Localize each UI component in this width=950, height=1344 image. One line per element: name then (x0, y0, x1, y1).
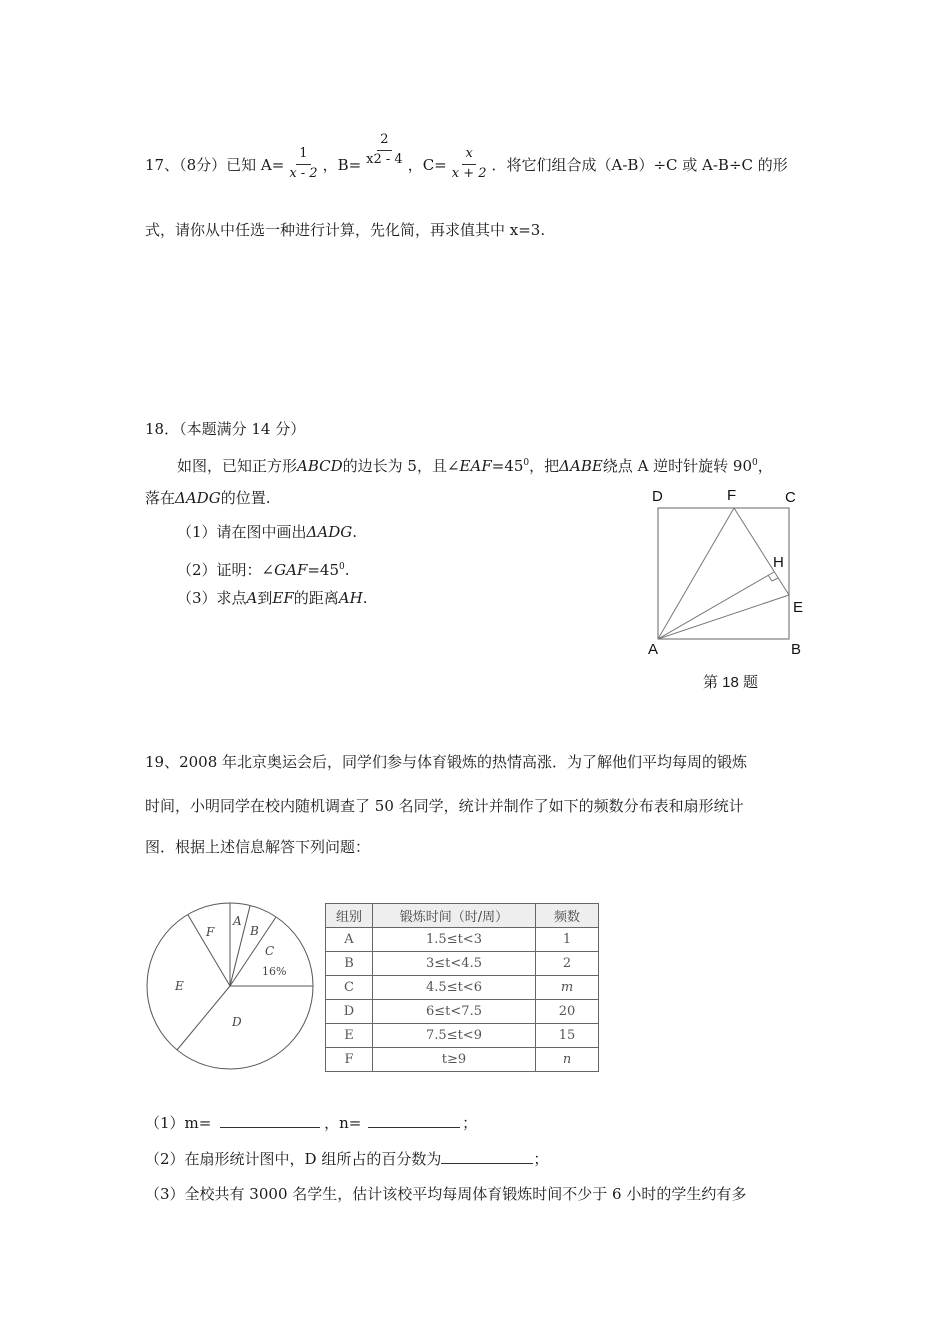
segment-fe (734, 508, 789, 595)
pie-label-e: E (175, 979, 184, 993)
table-row: A 1.5≤t<3 1 (326, 928, 599, 952)
fraction-c-numerator: x (462, 147, 475, 164)
fraction-a-denominator: x - 2 (289, 165, 318, 181)
table-row: E 7.5≤t<9 15 (326, 1024, 599, 1048)
fraction-b (363, 133, 406, 167)
q18-line2: 落在ΔADG的位置. (145, 489, 271, 507)
label-a: A (648, 641, 659, 658)
q18-intro: 如图，已知正方形ABCD的边长为 5，且$\angle EAF=45^0$，把ΔABE绕点 A 逆时针旋转 $90^0$， (177, 457, 773, 475)
fraction-a-numerator: 1 (296, 147, 310, 164)
q17-line2: 式，请你从中任选一种进行计算，先化简，再求值其中 x=3. (145, 221, 546, 239)
label-c: C (785, 489, 796, 506)
table-header-row (326, 904, 599, 928)
label-b: B (791, 641, 802, 658)
answer-blank-m[interactable] (220, 1113, 320, 1128)
q18-part2: （2）证明：$\angle GAF=45^0$. (177, 561, 350, 579)
label-d: D (652, 488, 663, 505)
answer-blank-n[interactable] (368, 1113, 460, 1128)
header-group: 组别 (326, 904, 373, 928)
label-e: E (793, 599, 804, 616)
q18-header: 18．（本题满分 14 分） (145, 420, 306, 438)
q19-line3: 图．根据上述信息解答下列问题： (145, 838, 371, 856)
table-row: D 6≤t<7.5 20 (326, 1000, 599, 1024)
fraction-b-numerator: 2 (377, 133, 391, 150)
figure-caption: 第 18 题 (703, 674, 759, 691)
q19-sub2: （2）在扇形统计图中，D 组所占的百分数为 ； (145, 1150, 549, 1168)
q17-line1 (145, 132, 788, 186)
answer-blank-d-percent[interactable] (441, 1149, 533, 1164)
square-abcd (658, 508, 789, 639)
pie-c-percent: 16% (262, 965, 287, 978)
q19-line1: 19、2008 年北京奥运会后，同学们参与体育锻炼的热情高涨．为了解他们平均每周的锻炼 (145, 753, 748, 771)
header-frequency: 频数 (536, 904, 599, 928)
table-row: C 4.5≤t<6 m (326, 976, 599, 1000)
fraction-c (449, 147, 490, 181)
q17-b-label: ，B= (322, 155, 362, 174)
frequency-table (325, 903, 599, 1072)
q19-line2: 时间，小明同学在校内随机调查了 50 名同学，统计并制作了如下的频数分布表和扇形统计 (145, 797, 744, 815)
table-row: B 3≤t<4.5 2 (326, 952, 599, 976)
pie-label-c: C (265, 944, 275, 958)
q17-suffix: ．将它们组合成（A-B）÷C 或 A-B÷C 的形 (491, 155, 788, 174)
q17-prefix: 17、（8分）已知 A= (145, 155, 285, 174)
q18-part1: （1）请在图中画出ΔADG. (177, 523, 358, 541)
pie-label-f: F (206, 925, 215, 939)
pie-label-b: B (250, 924, 259, 938)
pie-label-d: D (232, 1015, 242, 1029)
q19-sub1: （1）m= ，n= ； (145, 1114, 478, 1132)
label-h: H (773, 554, 784, 571)
fraction-a (286, 147, 320, 181)
q19-sub3: （3）全校共有 3000 名学生，估计该校平均每周体育锻炼时间不少于 6 小时的学生约有多 (145, 1185, 747, 1203)
q18-part3: （3）求点A到EF的距离AH. (177, 589, 368, 607)
pie-chart (140, 898, 316, 1074)
table-row: F t≥9 n (326, 1048, 599, 1072)
q17-c-label: ，C= (407, 155, 447, 174)
pie-label-a: A (233, 914, 242, 928)
fraction-b-denominator: x2 - 4 (366, 151, 403, 167)
square-figure (640, 480, 820, 670)
segment-af (658, 508, 734, 639)
header-time: 锻炼时间（时/周） (373, 904, 536, 928)
label-f: F (727, 487, 737, 504)
fraction-c-denominator: x + 2 (451, 165, 487, 181)
